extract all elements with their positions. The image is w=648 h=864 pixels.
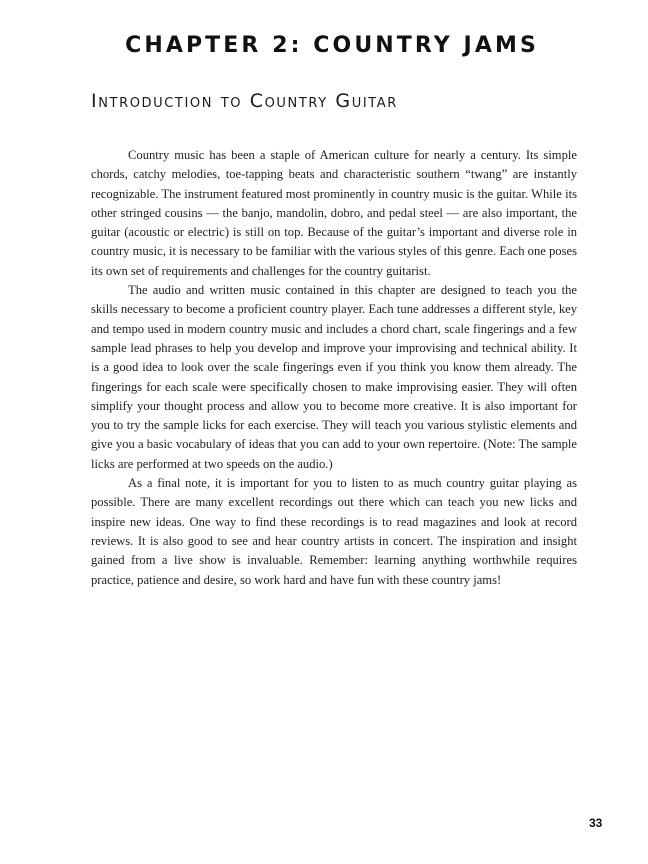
paragraph-final-note: As a final note, it is important for you to listen to as much country guitar playing as possible. There are many excellent recordings out there which can teach you new licks and inspire new ideas. One way to find these recordings is to read magazines and look at record reviews. It is also good to see and hear country artists in concert. The inspiration and insight gained from a live show is invaluable. Remember: learning anything worthwhile requires practice, patience and desire, so work hard and have fun with these country jams! [91,476,577,587]
chapter-title: CHAPTER 2: COUNTRY JAMS [125,33,539,58]
body-text [91,146,577,590]
section-title-word: Guitar [335,90,398,112]
paragraph-intro: Country music has been a staple of American culture for nearly a century. Its simple chords, catchy melodies, toe-tapping beats and characteristic southern “twang” are instantly recognizable. The instrument featured most prominently in country music is the guitar. While its other stringed cousins — the banjo, mandolin, dobro, and pedal steel — are also important, the guitar (acoustic or electric) is still on top. Because of the guitar’s important and diverse role in country music, it is necessary to be familiar with the various styles of this genre. Each one poses its own set of requirements and challenges for the country guitarist. [91,148,577,278]
section-title-word: to [220,90,243,112]
section-title-word: Introduction [91,90,214,112]
section-title [91,90,571,112]
page-number: 33 [589,816,603,830]
section-title-word: Country [249,90,328,112]
paragraph-audio-and-music: The audio and written music contained in this chapter are designed to teach you the skills necessary to become a proficient country player. Each tune addresses a different style, key and tempo used in modern country music and includes a chord chart, scale fingerings and a few sample lead phrases to help you develop and improve your improvising and technical ability. It is a good idea to look over the scale fingerings even if you think you know them already. The fingerings for each scale were specifically chosen to make improvising easier. They will often simplify your thought process and allow you to become more creative. It is also important for you to try the sample licks for each exercise. They will teach you various stylistic elements and give you a basic vocabulary of ideas that you can add to your own repertoire. (Note: The sample licks are performed at two speeds on the audio.) [91,283,577,471]
